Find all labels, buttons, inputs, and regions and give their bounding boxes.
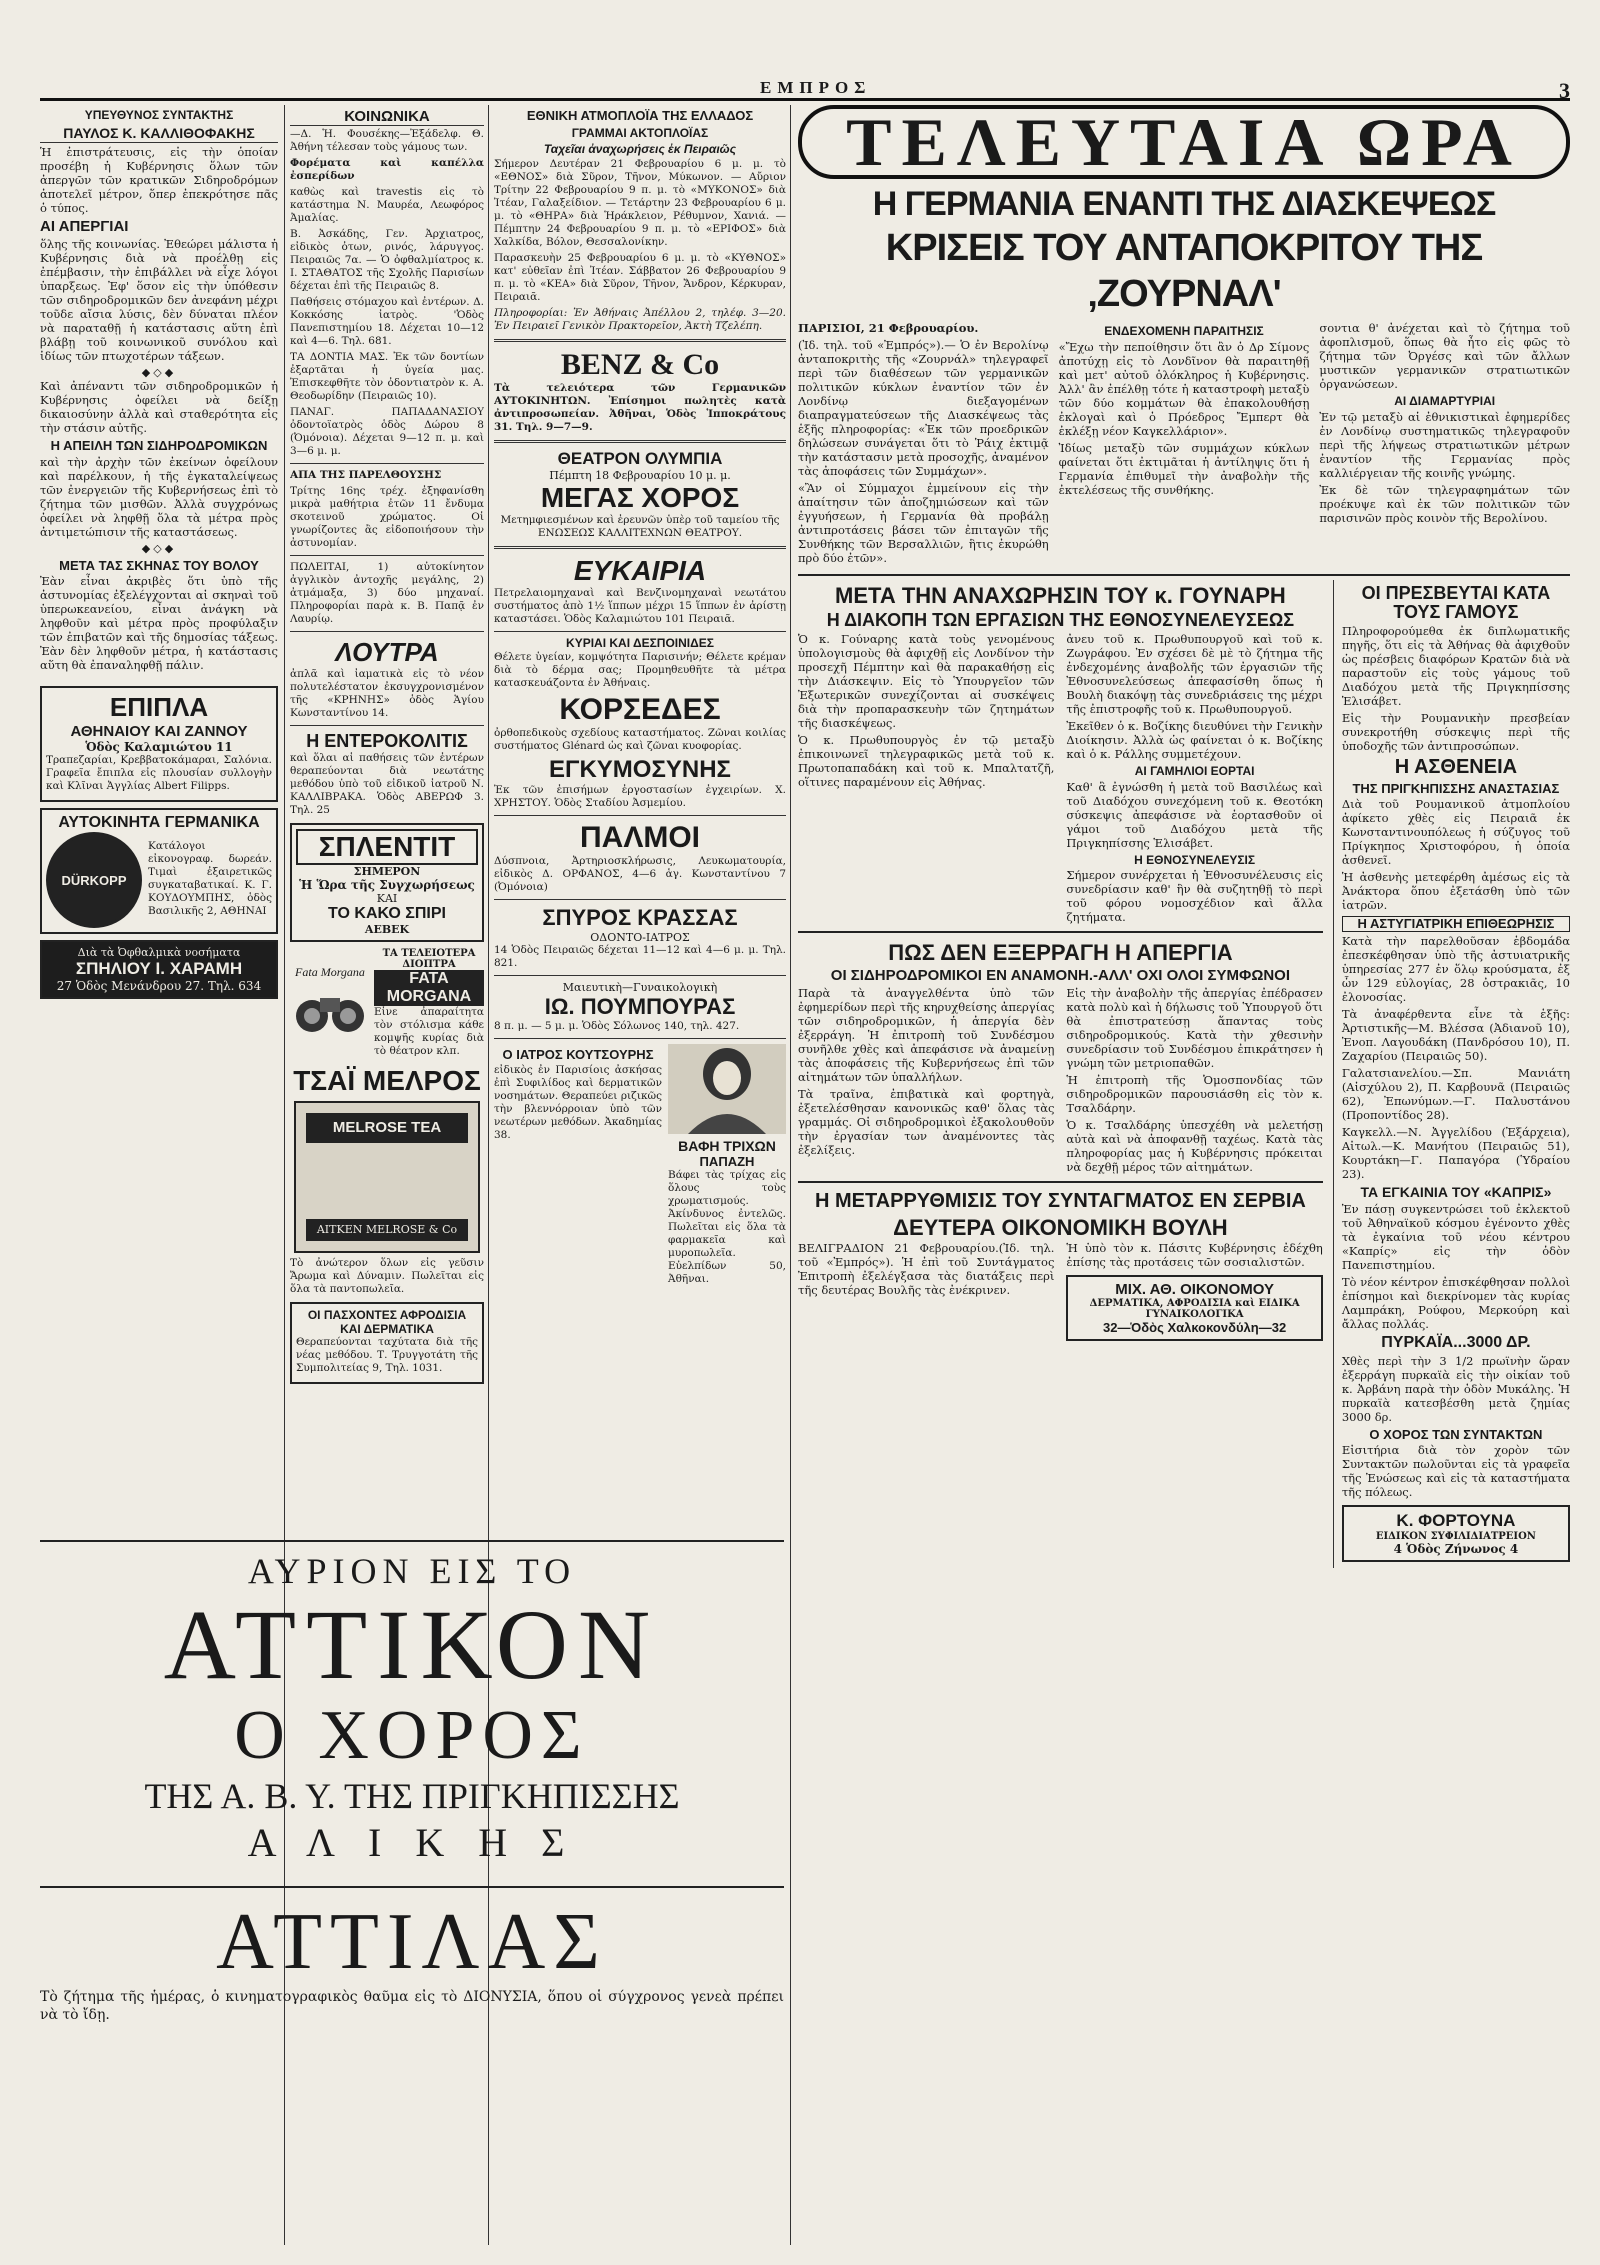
auto-ad xyxy=(40,808,278,934)
doctors-text: Β. Ἀσκάδης, Γεν. Ἀρχιατρος, εἰδικὸς ὀτων, ρινός, λάρυγγος. Πειραιῶς 7α. — Ὁ ὀφθαλμίατρος κ. Ι. ΣΤΑΘΑΤΟΣ τῆς Σχολῆς Παρισίων δέχεται ἐπὶ τῆς Πειραιῶς 8. xyxy=(290,227,484,292)
attikon-tomorrow: ΑΥΡΙΟΝ ΕΙΣ ΤΟ xyxy=(247,1551,577,1591)
col-c-text-3: Ἐκ δὲ τῶν τηλεγραφημάτων τῶν προέκυψε καὶ ἐκ τῶν πολιτικῶν τῶν παρισινῶν πρὸς κοινὸν τῆς Βερολίνου. xyxy=(1319,482,1570,525)
enteritis-text: καὶ ὅλαι αἱ παθήσεις τῶν ἐντέρων θεραπεύονται διὰ νεωτάτης μεθόδου ὑπὸ τοῦ εἰδικοῦ ἰατροῦ Ν. ΚΑΛΛΙΒΡΑΚΑ. Ὁδὸς ΑΒΕΡΩΦ 3. Τηλ. 25 xyxy=(290,751,484,816)
strike-heading: ΑΙ ΑΠΕΡΓΙΑΙ xyxy=(40,218,129,236)
social-heading: ΚΟΙΝΩΝΙΚΑ xyxy=(290,109,484,126)
ladies-text: Θέλετε ὑγείαν, κομψότητα Παρισινήν; Θέλετε κρέμαν διὰ τὸ δέρμα σας; Προμηθευθῆτε τὰ μέτρα κατασκευάζοντα ἐν Ἀθήναις. xyxy=(494,651,786,690)
editor-name: ΠΑΥΛΟΣ Κ. ΚΑΛΛΙΘΟΦΑΚΗΣ xyxy=(40,126,278,144)
oikonomou-spec: ΔΕΡΜΑΤΙΚΑ, ΑΦΡΟΔΙΣΙΑ καὶ ΕΙΔΙΚΑ ΓΥΝΑΙΚΟΛΟΓΙΚΑ xyxy=(1089,1298,1300,1321)
benz-title: BENZ & Co xyxy=(560,347,720,381)
strike-heading-1: ΠΩΣ ΔΕΝ ΕΞΕΡΡΑΓΗ Η ΑΠΕΡΓΙΑ xyxy=(888,940,1233,966)
strike-paragraph: ὅλης τῆς κοινωνίας. Ἐθεώρει μάλιστα ἡ Κυβέρνησις διὰ νὰ προέλθῃ εἰς ἐπέμβασιν, τὴν ἐπιβάλλει νὰ εἶχε λόγοι ὑπαρξεως. Ἐφ' ὅσον εἰς τὴν ὑπόθεσιν τῶν σιδηροδρομικῶν δεν ἀνεφάνη μέχρι τοῦδε αἴσια λύσις, δὲν δύναται πλέον νὰ παραταθῇ ἡ κατάστασις αὕτη ἐπὶ βλάβῃ τοῦ κοινωνικοῦ συνόλου καὶ ἰδίως τῶν πτωχοτέρων τάξεων. xyxy=(40,237,278,364)
attilas-text: Τὸ ζήτημα τῆς ἡμέρας, ὁ κινηματογραφικὸς θαῦμα εἰς τὸ ΔΙΟΝΥΣΙΑ, ὅπου οἱ σύγχρονος γενεὰ πρέπει νὰ τὸ ἴδῃ. xyxy=(40,1989,784,2023)
baths-text: ἀπλᾶ καὶ ἰαματικὰ εἰς τὸ νέον πολυτελέστατον ἐκσυγχρονισμένον τῆς «ΚΡΗΝΗΣ» ὁδὸς Ἁγίου Κωνσταντίνου 14. xyxy=(290,667,484,719)
masthead xyxy=(40,78,1570,103)
koutsouris-title: Ο ΙΑΤΡΟΣ ΚΟΥΤΣΟΥΡΗΣ xyxy=(502,1047,654,1063)
hats-heading: Φορέματα καὶ καπέλλα ἐσπερίδων xyxy=(290,156,484,182)
krassas-text: 14 Ὁδὸς Πειραιῶς δέχεται 11—12 καὶ 4—6 μ. μ. Τηλ. 821. xyxy=(494,944,786,970)
constitution-heading: Η ΜΕΤΑΡΡΥΘΜΙΣΙΣ ΤΟΥ ΣΥΝΤΑΓΜΑΤΟΣ ΕΝ ΣΕΡΒΙΑ xyxy=(814,1190,1306,1213)
krassas-title: ΣΠΥΡΟΣ ΚΡΑΣΣΑΣ xyxy=(542,905,738,931)
assembly-text: Σήμερον συνέρχεται ἡ Ἐθνοσυνέλευσις εἰς συνεδρίασιν καθ' ἣν θὰ συζητηθῇ τὸ περὶ τοῦ φόρου νομοσχέδιον καὶ ἄλλα ζητήματα. xyxy=(1066,868,1323,925)
epipla-address: Ὁδὸς Καλαμιώτου 11 xyxy=(85,740,233,755)
headline-2: ΚΡΙΣΕΙΣ ΤΟΥ ΑΝΤΑΠΟΚΡΙΤΟΥ ΤΗΣ ‚ΖΟΥΡΝΑΛ' xyxy=(885,227,1483,315)
dentists-text: ΤΑ ΔΟΝΤΙΑ ΜΑΣ. Ἐκ τῶν δοντίων ἐξαρτᾶται ἡ ὑγεία μας. Ἐπισκεφθῆτε τὸν ὀδοντιατρὸν κ. Α. Θεοδωρίδην (Πειραιῶς 10). xyxy=(290,350,484,402)
kapris-text-2: Τὸ νέον κέντρον ἐπισκέφθησαν πολλοὶ ἐπίσημοι καὶ διεκρίνομεν τὰς κυρίας Λαμπράκη, Ρούφου, Μερκούρη καὶ ἄλλας πολλάς. xyxy=(1341,1274,1570,1331)
sailings-text-2: Παρασκευὴν 25 Φεβρουαρίου 6 μ. μ. τὸ «ΚΥΘΝΟΣ» κατ' εὐθεῖαν ἐπὶ Ἰτέαν. Σάββατον 26 Φεβρουαρίου 9 π. μ. τὸ «ΚΕΑ» διὰ Σῦρον, Τῆνον, Ἄνδρον, Κέρκυραν, Πειραιᾶ. xyxy=(494,251,786,303)
fortouna-name: Κ. ΦΟΡΤΟΥΝΑ xyxy=(1396,1511,1516,1531)
corsets-text: ὀρθοπεδικοὺς σχεδίους καταστήματος. Ζῶναι κοιλίας συστήματος Glénard ὡς καὶ ζῶναι κυοφορίας. xyxy=(494,727,786,753)
fata-ad xyxy=(290,948,484,1061)
hats-text: καθὼς καὶ travestis εἰς τὸ κατάστημα Ν. Μαυρέα, Λεωφόρος Ἀμαλίας. xyxy=(290,185,484,224)
constitution-sub: ΔΕΥΤΕΡΑ ΟΙΚΟΝΟΜΙΚΗ ΒΟΥΛΗ xyxy=(893,1215,1228,1241)
page-number: 3 xyxy=(1559,78,1570,103)
shipping-heading: ΕΘΝΙΚΗ ΑΤΜΟΠΛΟΪΑ ΤΗΣ ΕΛΛΑΔΟΣ xyxy=(526,108,754,123)
splendid-film: ΤΟ ΚΑΚΟ ΣΠΙΡΙ xyxy=(328,904,446,922)
attikon-ad xyxy=(40,1540,784,2242)
epipla-ad xyxy=(40,686,278,802)
auto-title: ΑΥΤΟΚΙΝΗΤΑ ΓΕΡΜΑΝΙΚΑ xyxy=(58,814,260,832)
oikonomou-address: 32—Ὁδὸς Χαλκοκονδύλη—32 xyxy=(1103,1320,1287,1336)
eukairia-text: Πετρελαιομηχαναὶ καὶ Βενζινομηχαναὶ νεωτάτου συστήματος ἀπὸ 1½ ἵππων μέχρι 15 ἵππων ἐν ἀρίστῃ καταστάσει. Ὁδὸς Καλαμιώτου 101 Πειραιᾶ. xyxy=(494,586,786,625)
splendid-ad xyxy=(290,823,484,942)
gounaris-heading-2: Η ΔΙΑΚΟΠΗ ΤΩΝ ΕΡΓΑΣΙΩΝ ΤΗΣ ΕΘΝΟΣΥΝΕΛΕΥΣΕΩΣ xyxy=(826,610,1295,631)
tea-label: MELROSE TEA xyxy=(306,1113,468,1143)
splendid-text: Ἡ Ὥρα τῆς Συγχωρήσεως xyxy=(299,877,475,892)
ambassadors-text: Πληροφορούμεθα ἐκ διπλωματικῆς πηγῆς, ὅτι εἰς τὰ Ἀθήνας θὰ ἀφιχθοῦν ὡς πρέσβεις διαφόρων Κρατῶν διὰ νὰ παραστοῦν εἰς τοὺς γάμους τοῦ Διαδόχου μετὰ τῆς Πριγκηπίσσης Ἑλισάβετ. xyxy=(1341,623,1570,708)
separator: ◆◇◆ xyxy=(141,541,177,555)
shipping-sub: ΓΡΑΜΜΑΙ ΑΚΤΟΠΛΟΪΑΣ xyxy=(571,125,709,140)
gounaris-col2b: Ἐκεῖθεν ὁ κ. Βοζίκης διευθύνει τὴν Γενικὴν Διοίκησιν. Ἀλλὰ ὡς φαίνεται ὁ κ. Βοζίκης καὶ ὁ κ. Ράλλης συμμετέχουν. xyxy=(1066,718,1323,761)
story-1b: «Ἂν οἱ Σύμμαχοι ἐμμείνουν εἰς τὴν ἀπαίτησιν τῶν ἀποζημιώσεων καὶ τῶν ἐγγυήσεων, ἡ Γερμανία θὰ προβάλῃ ἀντιπροτάσεις βάσει τῶν ἐπιταγῶν τῆς Συνθήκης τῶν Βερσαλλιῶν, ἣτις ἐκυρώθη πρὸ δύο ἐτῶν». xyxy=(798,481,1049,565)
strike-col2b: Ἡ ἐπιτροπὴ τῆς Ὁμοσπονδίας τῶν σιδηροδρομικῶν παρουσιάσθη εἰς τὸν κ. Τσαλδάρην. xyxy=(1066,1073,1323,1116)
notice-title: ΑΠΑ ΤΗΣ ΠΑΡΕΛΘΟΥΣΗΣ xyxy=(290,468,442,481)
fata-title: ΤΑ ΤΕΛΕΙΟΤΕΡΑ ΔΙΟΠΤΡΑ xyxy=(382,947,476,970)
headline-1: Η ΓΕΡΜΑΝΙΑ ΕΝΑΝΤΙ ΤΗΣ ΔΙΑΣΚΕΨΕΩΣ xyxy=(872,185,1496,223)
pregnant-title: ΕΓΚΥΜΟΣΥΝΗΣ xyxy=(549,756,731,784)
attikon-princess: Α Λ Ι Κ Η Σ xyxy=(247,1820,577,1865)
splendid-tail: ΑΕΒΕΚ xyxy=(364,922,410,936)
splendid-kai: ΚΑΙ xyxy=(376,891,398,905)
skin-ad xyxy=(290,1302,484,1384)
social-text: —Δ. Ἡ. Φουσέκης—Ἐξάδελφ. Θ. Ἀθήνη τέλεσαν τοὺς γάμους των. xyxy=(290,127,484,153)
dateline: ΠΑΡΙΣΙΟΙ, 21 Φεβρουαρίου. xyxy=(798,321,979,335)
tea-maker: AITKEN MELROSE & Co xyxy=(306,1219,468,1241)
constitution-col2: Ἡ ὑπὸ τὸν κ. Πάσιτς Κυβέρνησις ἐδέχθη ἐπίσης τὰς προτάσεις τῶν σοσιαλιστῶν. xyxy=(1066,1241,1323,1270)
krassas-sub: ΟΔΟΝΤΟ-ΙΑΤΡΟΣ xyxy=(590,931,690,945)
column-1 xyxy=(40,105,278,1535)
story-1: (Ἰδ. τηλ. τοῦ «Ἐμπρός»).— Ὁ ἐν Βερολίνῳ ἀνταποκριτὴς τῆς «Ζουρνάλ» τηλεγραφεῖ περὶ τῶν διαθέσεων τῶν γερμανικῶν πολιτικῶν κύκλων ἐναντίον τῶν ἐν Λονδίνῳ διεξαγομένων διαπραγματεύσεων τῆς Διασκέψεως τὰς ἑξῆς πληροφορίας: «Ἐκ τῶν προεδρικῶν δηλώσεων συνάγεται ὅτι τὸ Ῥάιχ ἐκτιμᾷ τὴν κατάστασιν μετὰ προσοχῆς, ἀναμένον τὰς ἀποφάσεις τῶν Συμμάχων». xyxy=(798,338,1049,478)
col-c-text: σοντια θ' ἀνέχεται καὶ τὸ ζήτημα τοῦ ἀφοπλισμοῦ, ὅπως θὰ ἦτο εἰς φῶς τὸ ζήτημα τῶν Ὀργέσς καὶ τῶν ἄλλων μυστικῶν γερμανικῶν στρατιωτικῶν ὀργανώσεων. xyxy=(1319,321,1570,391)
skin-text: Θεραπεύονται ταχύτατα διὰ τῆς νέας μεθόδου. Τ. Τρυγγοτάτη τῆς Συμπολιτείας 9, Τηλ. 1031. xyxy=(296,1335,478,1374)
ladies-title: ΚΥΡΙΑΙ ΚΑΙ ΔΕΣΠΟΙΝΙΔΕΣ xyxy=(566,635,714,650)
separator: ◆◇◆ xyxy=(141,366,177,380)
col-c-text-2: Ἐν τῷ μεταξὺ αἱ ἐθνικιστικαὶ ἐφημερίδες ἐν Λονδίνῳ συστηματικῶς τηλεγραφοῦν περὶ τῆς λήψεως στρατιωτικῶν μέτρων ἐναντίον τῆς Γερμανίας πρὸς καλλιέργειαν τῆς κοινῆς γνώμης. xyxy=(1319,409,1570,480)
olympia-sub: Μετημφιεσμένων καὶ ἐρευνῶν ὑπὲρ τοῦ ταμείου τῆς ΕΝΩΣΕΩΣ ΚΑΛΛΙΤΕΧΝΩΝ ΘΕΑΤΡΟΥ. xyxy=(500,513,780,539)
strike-col2: Εἰς τὴν ἀναβολὴν τῆς ἀπεργίας ἐπέδρασεν κατὰ πολὺ καὶ ἡ δήλωσις τοῦ Ὑπουργοῦ ὅτι θὰ ἐπιστρατεύσῃ ἅπαντας τοὺς σιδηροδρομικούς. Κατὰ τὴν χθεσινὴν συνεδρίασιν τοῦ Συνδέσμου ἐπικράτησεν ἡ γνώμη τῶν μετριοπαθῶν. xyxy=(1066,986,1323,1071)
skin-title: ΟΙ ΠΑΣΧΟΝΤΕΣ ΑΦΡΟΔΙΣΙΑ ΚΑΙ ΔΕΡΜΑΤΙΚΑ xyxy=(307,1307,467,1336)
dye-name: ΠΑΠΑΖΗ xyxy=(699,1154,755,1170)
ambassadors-text-2: Εἰς τὴν Ρουμανικὴν πρεσβείαν συνεκροτήθη σύσκεψις περὶ τῆς ὑποδοχῆς τῶν ἀντιπροσώπων. xyxy=(1341,710,1570,753)
pregnant-text: Ἐκ τῶν ἐπισήμων ἐργοστασίων ἐγχειρίων. Χ. ΧΡΗΣΤΟΥ. Ὁδὸς Σταδίου Ἀσμεμίου. xyxy=(494,784,786,810)
dye-title: ΒΑΦΗ ΤΡΙΧΩΝ xyxy=(678,1138,776,1155)
right-column xyxy=(1333,580,1570,1568)
papadasios-text: ΠΑΝΑΓ. ΠΑΠΑΔΑΝΑΣΙΟΥ ὀδοντοϊατρὸς ὁδὸς Δώρου 8 (Ὀμόνοια). Δέχεται 9—12 π. μ. καὶ 3—6 μ. μ. xyxy=(290,405,484,457)
attikon-event: Ο ΧΟΡΟΣ xyxy=(234,1697,590,1774)
illness-text: Διὰ τοῦ Ρουμανικοῦ ἀτμοπλοίου ἀφίκετο χθὲς εἰς Πειραιᾶ ἐκ Κωνσταντινουπόλεως ἡ σύζυγος τοῦ Πρίγκηπος Χριστοφόρου, ἡ ὁποία ἀσθενεῖ. xyxy=(1341,797,1570,868)
strike-heading-2: ΟΙ ΣΙΔΗΡΟΔΡΟΜΙΚΟΙ ΕΝ ΑΝΑΜΟΝΗ.-ΑΛΛ' ΟΧΙ ΟΛΟΙ ΣΥΜΦΩΝΟΙ xyxy=(830,967,1291,985)
shipping-info: Πληροφορίαι: Ἐν Ἀθήναις Ἀπέλλου 2, τηλέφ. 3—20. Ἐν Πειραιεῖ Γενικὸν Πρακτορεῖον, Ἀκτὴ Τζελέπη. xyxy=(494,306,786,332)
baths-title: ΛΟΥΤΡΑ xyxy=(335,636,439,667)
wedding-heading: ΑΙ ΓΑΜΗΛΙΟΙ ΕΟΡΤΑΙ xyxy=(1134,763,1255,778)
corsets-title: ΚΟΡΣΕΔΕΣ xyxy=(559,693,721,727)
notice-text: Τρίτης 16ης τρέχ. ἐξηφανίσθη μικρὰ μαθήτρια ἐτῶν 11 ἔνδυμα σκοτεινοῦ χρώματος. Οἱ γνωρίζοντες ἂς εἰδοποιήσουν τὴν ἀστυνομίαν. xyxy=(290,484,484,549)
illness-heading-1: Η ΑΣΘΕΝΕΙΑ xyxy=(1394,755,1518,778)
gounaris-col2: ἀνευ τοῦ κ. Πρωθυπουργοῦ καὶ τοῦ κ. Ζωγράφου. Ἐν σχέσει δὲ μὲ τὸ ζήτημα τῆς ἐνδεχομένης ἀναβολῆς τῶν ἐργασιῶν τῆς Ἐθνοσυνελεύσεως ἀπεφασίσθη ὅπως ἡ Βουλὴ διακόψῃ τὰς συνεδριάσεις της μέχρι τῆς ἐπιστροφῆς τοῦ κ. Πρωθυπουργοῦ. xyxy=(1066,631,1323,716)
editor-label: ΥΠΕΥΘΥΝΟΣ ΣΥΝΤΑΚΤΗΣ xyxy=(84,108,234,122)
eye-title: Διὰ τὰ Ὀφθαλμικὰ νοσήματα xyxy=(77,946,241,960)
story-columns xyxy=(798,321,1570,568)
main-section xyxy=(798,105,1570,2255)
constitution-text: ΒΕΛΙΓΡΑΔΙΟΝ 21 Φεβρουαρίου.(Ἰδ. τηλ. τοῦ «Ἐμπρός»). Ἡ ἐπὶ τοῦ Συντάγματος Ἐπιτροπὴ ἐξελέγξασα τὰς διατάξεις περὶ τῆς δευτέρας Βουλῆς τὰς ἐνέκρινεν. xyxy=(798,1241,1055,1298)
strike-col2c: Ὁ κ. Τσαλδάρης ὑπεσχέθη νὰ μελετήσῃ αὐτὰ καὶ νὰ ἀποφανθῇ ταχέως. Κατὰ τὰς πληροφορίας μας ἡ Κυβέρνησις πρόκειται νὰ δεχθῇ μέρος τῶν αἰτημάτων. xyxy=(1066,1118,1323,1175)
dye-text: Βάφει τὰς τρίχας εἰς ὅλους τοὺς χρωματισμούς. Ἀκίνδυνος ἐντελῶς. Πωλεῖται εἰς ὅλα τὰ φαρμακεῖα καὶ μυροπωλεῖα. Εὐελπίδων 50, Ἀθῆναι. xyxy=(668,1169,786,1286)
poumpouras-sub: Μαιευτικὴ—Γυναικολογικὴ xyxy=(562,981,718,995)
col-b-heading: ΕΝΔΕΧΟΜΕΝΗ ΠΑΡΑΙΤΗΣΙΣ xyxy=(1104,324,1264,338)
epidemic-text-2: Τὰ ἀναφέρθεντα εἶνε τὰ ἑξῆς: Ἀρτιστικῆς—Μ. Βλέσσα (Ἀδιανοῦ 10), Ἐνοπ. Λαγουδάκη (Πανδρόσου 10), Π. Ζαχαρίου (Πειραιῶς 50). xyxy=(1341,1007,1570,1064)
col-b-text: «Ἔχω τὴν πεποίθησιν ὅτι ἂν ὁ Δρ Σίμονς ἀποτύχῃ εἰς τὸ Λονδῖνον θὰ παραιτηθῇ καὶ μετ' αὐτοῦ ὁλόκληρος ἡ Κυβέρνησις. Ἀλλ' ἂν ἐπέλθῃ τότε ἡ καταστροφὴ μεταξὺ τῶν δύο κομμάτων θὰ ἐπακολουθήσῃ ἐκλογαὶ καὶ ὁ Πρόεδρος Ἔμπερτ θὰ ἐκλέξῃ νέον Καγκελλάριον». xyxy=(1058,339,1310,438)
sailings-text: Σήμερον Δευτέραν 21 Φεβρουαρίου 6 μ. μ. τὸ «ΕΘΝΟΣ» διὰ Σῦρον, Τῆνον, Μύκωνον. — Αὔριον Τρίτην 22 Φεβρουαρίου 9 π. μ. τὸ «ΜΥΚΟΝΟΣ» διὰ Ἰτέαν, Γαλαξείδιον. — Τετάρτην 23 Φεβρουαρίου 6 μ. μ. τὸ «ΘΗΡΑ» διὰ Ἡράκλειον, Ρέθυμνον, Χανιά. — Πέμπτην 24 Φεβρουαρίου 9 π. μ. τὸ «ΕΡΙΦΟΣ» διὰ Χαλκίδα, Βόλον, Θεσσαλονίκην. xyxy=(494,157,786,248)
column-2 xyxy=(290,105,484,1535)
fire-heading: ΠΥΡΚΑΪΑ...3000 ΔΡ. xyxy=(1381,1333,1531,1351)
ribbon-title: ΤΕΛΕΥΤΑΙΑ ΩΡΑ xyxy=(798,105,1570,179)
olympia-date: Πέμπτη 18 Φεβρουαρίου 10 μ. μ. xyxy=(549,468,731,482)
gounaris-text: Ὁ κ. Γούναρης κατὰ τοὺς γενομένους ὑπολογισμοὺς θὰ ἀφιχθῇ εἰς Λονδίνον τὴν προσεχῆ Πέμπτην καὶ θὰ παρακαθήσῃ εἰς τὴν Διάσκεψιν. Εἰς τὸ Ὑπουργεῖον τῶν Ἐξωτερικῶν συνεχίζονται αἱ συσκέψεις διὰ τὴν προπαρασκευὴν τῶν ζητημάτων τῆς διασκέψεως. xyxy=(798,631,1055,730)
attikon-venue: ΑΤΤΙΚΟΝ xyxy=(163,1589,661,1700)
strike-text: Παρὰ τὰ ἀναγγελθέντα ὑπὸ τῶν ἐφημερίδων περὶ τῆς κηρυχθείσης ἀπεργίας τῶν σιδηροδρομικῶν, ἡ ἀπεργία δὲν ἐξερράγη. Ἡ ἐπιτροπὴ τοῦ Συνδέσμου συνῆλθε χθὲς καὶ ἀπεφάσισε νὰ ἀναμείνῃ τὰς ἀποφάσεις τῆς Κυβερνήσεως ἐπὶ τῶν αἰτημάτων τῶν ὑπαλλήλων. xyxy=(798,986,1055,1085)
fata-name: FATA MORGANA xyxy=(374,970,484,1006)
column-3 xyxy=(494,105,786,1535)
gounaris-heading-1: ΜΕΤΑ ΤΗΝ ΑΝΑΧΩΡΗΣΙΝ ΤΟΥ κ. ΓΟΥΝΑΡΗ xyxy=(835,583,1286,608)
woman-portrait-illustration xyxy=(668,1044,786,1134)
illness-text-2: Ἡ ἀσθενὴς μετεφέρθη ἀμέσως εἰς τὰ Ἀνάκτορα ὅπου ἐξετάσθη ὑπὸ τῶν ἰατρῶν. xyxy=(1341,870,1570,913)
auto-text: Κατάλογοι εἰκονογραφ. δωρεάν. Τιμαὶ ἐξαιρετικῶς συγκαταβατικαί. Κ. Γ. ΚΟΥΔΟΥΜΠΗΣ, ὁδὸς Βασιλικῆς 2, ΑΘΗΝΑΙ xyxy=(148,839,272,917)
poumpouras-title: ΙΩ. ΠΟΥΜΠΟΥΡΑΣ xyxy=(544,994,736,1020)
column-rule xyxy=(790,105,791,2245)
ambassadors-heading: ΟΙ ΠΡΕΣΒΕΥΤΑΙ ΚΑΤΑ ΤΟΥΣ ΓΑΜΟΥΣ xyxy=(1361,583,1551,622)
intro-paragraph: Ἡ ἐπιστράτευσις, εἰς τὴν ὁποίαν προσέβη ἡ Κυβέρνησις ὅλων τῶν ἀπεργῶν τῶν κρατικῶν Σιδηροδρόμων ἀποτελεῖ μέτρον, ὅπερ ἐπεκρότησε πᾶς ὁ τύπος. xyxy=(40,145,278,216)
fata-text: Εἶνε ἀπαραίτητα τὸν στόλισμα κάθε κομψῆς κυρίας διὰ τὸ θέατρον κλπ. xyxy=(374,1005,484,1057)
oikonomou-name: ΜΙΧ. ΑΘ. ΟΙΚΟΝΟΜΟΥ xyxy=(1115,1281,1274,1299)
fata-brand: Fata Morgana xyxy=(295,964,365,979)
gounaris-text-2: Ὁ κ. Πρωθυπουργὸς ἐν τῷ μεταξὺ ἐπικοινωνεῖ τηλεγραφικῶς μετὰ τοῦ κ. Πρωτοπαπαδάκη καὶ τοῦ κ. Μπαλτατζῆ, οἵτινες παραμένουν εἰς Ἀθήνας. xyxy=(798,732,1055,789)
attikon-for: ΤΗΣ Α. Β. Υ. ΤΗΣ ΠΡΙΓΚΗΠΙΣΣΗΣ xyxy=(144,1776,680,1816)
assembly-heading: Η ΕΘΝΟΣΥΝΕΛΕΥΣΙΣ xyxy=(1134,852,1256,867)
attilas-title: ΑΤΤΙΛΑΣ xyxy=(216,1898,608,1986)
eye-address: 27 Ὁδὸς Μενάνδρου 27. Τηλ. 634 xyxy=(56,979,262,994)
olympia-title: ΘΕΑΤΡΟΝ ΟΛΥΜΠΙΑ xyxy=(557,448,723,468)
eye-name: ΣΠΗΛΙΟΥ Ι. ΧΑΡΑΜΗ xyxy=(75,959,243,979)
enteritis-title: Η ΕΝΤΕΡΟΚΟΛΙΤΙΣ xyxy=(306,730,468,751)
sale-text: ΠΩΛΕΙΤΑΙ, 1) αὐτοκίνητον ἀγγλικὸν ἀντοχῆς μεγάλης, 2) ἀτμάμαξα, 3) δύο μηχαναί. Πληροφορίαι παρὰ κ. Β. Παπᾷ ἐν Λαυρίῳ. xyxy=(290,560,484,625)
col-b-text-2: Ἰδίως μεταξὺ τῶν συμμάχων κύκλων φαίνεται ὅτι ἐκτιμᾶται ἡ ἀντίληψις ὅτι ἡ Γερμανία ἐπιθυμεῖ τὴν ἀναβολὴν τῆς ἐκτελέσεως τῆς συνθήκης. xyxy=(1058,440,1310,497)
shipping-line: Ταχεῖαι ἀναχωρήσεις ἐκ Πειραιῶς xyxy=(543,142,737,157)
fire-text: Χθὲς περὶ τὴν 3 1/2 πρωϊνὴν ὥραν ἐξερράγη πυρκαϊὰ εἰς τὴν οἰκίαν τοῦ κ. Ἀρβάνη παρὰ τὴν ὁδὸν Μυκάλης. Ἡ πυρκαϊὰ κατεσβέσθη μετὰ ζημίας 3000 δρ. xyxy=(1341,1353,1570,1424)
kapris-text: Ἐν πάσῃ συγκεντρώσει τοῦ ἐκλεκτοῦ τοῦ Ἀθηναϊκοῦ κόσμου ἐγένοντο χθὲς τὰ ἐγκαίνια τοῦ νέου κέντρου «Καπρίς» εἰς τὴν ὁδὸν Πανεπιστημίου. xyxy=(1341,1201,1570,1272)
kapris-heading: ΤΑ ΕΓΚΑΙΝΙΑ ΤΟΥ «ΚΑΠΡΙΣ» xyxy=(1360,1184,1552,1201)
newspaper-name: ΕΜΠΡΟΣ xyxy=(760,78,872,97)
epipla-text: Τραπεζαρίαι, Κρεββατοκάμαραι, Σαλόνια. Γραφεῖα ἔπιπλα εἰς πλουσίαν συλλογὴν καὶ Κλῖναι Ἀγγλίας Albert Filipps. xyxy=(46,754,272,793)
epidemic-heading: Η ΑΣΤΥΓΙΑΤΡΙΚΗ ΕΠΙΘΕΩΡΗΣΙΣ xyxy=(1342,916,1570,932)
wedding-text: Καθ' ἃ ἐγνώσθη ἡ μετὰ τοῦ Βασιλέως καὶ τοῦ Διαδόχου συνεχόμενη τοῦ κ. Θεοτόκη σύσκεψις ἀπεφάσισε νὰ ἑορτασθοῦν οἱ γάμοι τοῦ Διαδόχου μετὰ τῆς Πριγκηπίσσης Ἑλισάβετ. xyxy=(1066,779,1323,850)
eye-ad xyxy=(40,940,278,999)
tea-tin-illustration xyxy=(294,1101,480,1253)
strike-text-2: Τὰ τραῖνα, ἐπιβατικὰ καὶ φορτηγὰ, ἐξετελέσθησαν κανονικῶς καθ' ὅλας τὰς γραμμάς. Οἱ σιδηροδρομικοὶ ἐξακολουθοῦν τὴν ἐργασίαν των ἀναμένοντες τὰς ἐξελίξεις. xyxy=(798,1087,1055,1158)
epidemic-text: Κατὰ τὴν παρελθοῦσαν ἑβδομάδα ἐπεσκέφθησαν ὑπὸ τῆς ἀστυιατρικῆς ὑπηρεσίας 277 ἐν ὅλῳ κρούσματα, ἐξ ὧν 129 εὐλογίας, 28 ὀστρακιᾶς, 10 ἐλονοσίας. xyxy=(1341,934,1570,1005)
ship-heading: ΜΕΤΑ ΤΑΣ ΣΚΗΝΑΣ ΤΟΥ ΒΟΛΟΥ xyxy=(59,557,259,573)
durkopp-logo: DÜRKOPP xyxy=(46,832,142,928)
fortouna-address: 4 Ὁδὸς Ζήνωνος 4 xyxy=(1393,1542,1519,1557)
fortouna-spec: ΕΙΔΙΚΟΝ ΣΥΦΙΛΙΔΙΑΤΡΕΙΟΝ xyxy=(1375,1531,1536,1543)
illness-heading-2: ΤΗΣ ΠΡΙΓΚΗΠΙΣΣΗΣ ΑΝΑΣΤΑΣΙΑΣ xyxy=(1352,780,1560,796)
col-c-heading: ΑΙ ΔΙΑΜΑΡΤΥΡΙΑΙ xyxy=(1394,394,1496,408)
tea-title: ΤΣΑΪ ΜΕΛΡΟΣ xyxy=(293,1064,481,1096)
epipla-name: ΑΘΗΝΑΙΟΥ ΚΑΙ ΖΑΝΝΟΥ xyxy=(70,723,248,741)
epipla-title: ΕΠΙΠΛΑ xyxy=(109,692,209,723)
eukairia-title: ΕΥΚΑΙΡΙΑ xyxy=(573,554,707,586)
poumpouras-text: 8 π. μ. — 5 μ. μ. Ὁδὸς Σόλωνος 140, τηλ. 427. xyxy=(494,1020,740,1033)
binoculars-icon xyxy=(290,980,370,1040)
splendid-today: ΣΗΜΕΡΟΝ xyxy=(353,864,421,878)
dance-text: Εἰσιτήρια διὰ τὸν χορὸν τῶν Συντακτῶν πωλοῦνται εἰς τὰ γραφεῖα τῆς Ἐνώσεως καὶ εἰς τὰ καταστήματα τῆς πόλεως. xyxy=(1341,1443,1570,1500)
palms-text: Δύσπνοια, Ἀρτηριοσκλήρωσις, Λευκωματουρία, εἰδικὸς Δ. ΟΡΦΑΝΟΣ, 4—6 ἁγ. Κωνσταντίνου 7 (Ὀμόνοια) xyxy=(494,855,786,894)
paragraph: Καὶ ἀπέναντι τῶν σιδηροδρομικῶν ἡ Κυβέρνησις ὀφείλει νὰ δείξῃ δικαιοσύνην ἀλλὰ καὶ σταθερότητα εἰς τὴν στάσιν αὐτῆς. xyxy=(40,379,278,436)
dance-heading: Ο ΧΟΡΟΣ ΤΩΝ ΣΥΝΤΑΚΤΩΝ xyxy=(1369,1426,1543,1442)
benz-text: Τὰ τελειότερα τῶν Γερμανικῶν ΑΥΤΟΚΙΝΗΤΩΝ. Ἐπίσημοι πωλητὲς κατὰ ἀντιπροσωπείαν. Ἀθῆναι, Ὁδὸς Ἱπποκράτους 31. Τηλ. 9—7—9. xyxy=(494,381,786,433)
palms-title: ΠΑΛΜΟΙ xyxy=(580,821,700,855)
ship-paragraph: Ἐὰν εἶναι ἀκριβὲς ὅτι ὑπὸ τῆς ἀστυνομίας ἐξελέγχονται αἱ σκηναὶ τοῦ ὑπερωκεανείου, εἶναι ἀνάγκη νὰ ληφθοῦν καὶ μέτρα πρὸς προφύλαξιν τῶν ἐπιβατῶν καὶ τῆς δημοσίας τάξεως. Ἐὰν δὲν ληφθοῦν μέτρα, ἡ κατάστασις αὕτη θὰ ἐπαναληφθῇ πάλιν. xyxy=(40,574,278,673)
threat-paragraph: καὶ τὴν ἀρχὴν τῶν ἐκείνων ὀφείλουν καὶ παρέλκουν, ἡ τῆς ἐγκαταλείψεως τῶν ἐνεργειῶν τῆς Κυβερνήσεως ἐπὶ τὸ ζήτημα τῶν μισθῶν. Ἀλλὰ συγχρόνως ὀφείλει νὰ ληφθῇ ὅλα τὰ μέτρα πρὸς ἀντιμετώπισιν τῆς καταστάσεως. xyxy=(40,454,278,539)
splendid-title: ΣΠΛΕΝΤΙΤ xyxy=(296,829,478,865)
tea-text: Τὸ ἀνώτερον ὅλων εἰς γεῦσιν Ἄρωμα καὶ Δύναμιν. Πωλεῖται εἰς ὅλα τὰ παντοπωλεῖα. xyxy=(290,1256,484,1295)
epidemic-text-4: Καγκελλ.—Ν. Ἀγγελίδου (Ἐξάρχεια), Αἰτωλ.—Κ. Μανήτου (Πειραιῶς 51), Κουρτάκη—Γ. Παπαγόρα (Ὑδραίου 23). xyxy=(1341,1125,1570,1182)
koutsouris-text: εἰδικὸς ἐν Παρισίοις ἀσκήσας ἐπὶ Συφιλίδος καὶ δερματικῶν νοσημάτων. Θεραπεύει ριζικῶς τὴν βλεννόρροιαν ὑπὸ τῶν νεωτέρων μεθόδων. Ἀκαδημίας 38. xyxy=(494,1064,662,1142)
olympia-event: ΜΕΓΑΣ ΧΟΡΟΣ xyxy=(540,481,740,513)
epidemic-text-3: Γαλατσιανελίου.—Σπ. Μανιάτη (Αἰσχύλου 2), Π. Καρβουνᾶ (Πειραιῶς 62), Ἐπωνύμων.—Γ. Παλυστάνου (Προποντίδος 28). xyxy=(1341,1066,1570,1123)
threat-heading: Η ΑΠΕΙΛΗ ΤΩΝ ΣΙΔΗΡΟΔΡΟΜΙΚΩΝ xyxy=(50,438,268,454)
pains-text: Παθήσεις στόμαχου καὶ ἐντέρων. Δ. Κοκκόσης ἰατρὸς. 'Ὁδὸς Πανεπιστημίου 18. Δέχεται 10—12 καὶ 4—6. Τηλ. 681. xyxy=(290,295,484,347)
